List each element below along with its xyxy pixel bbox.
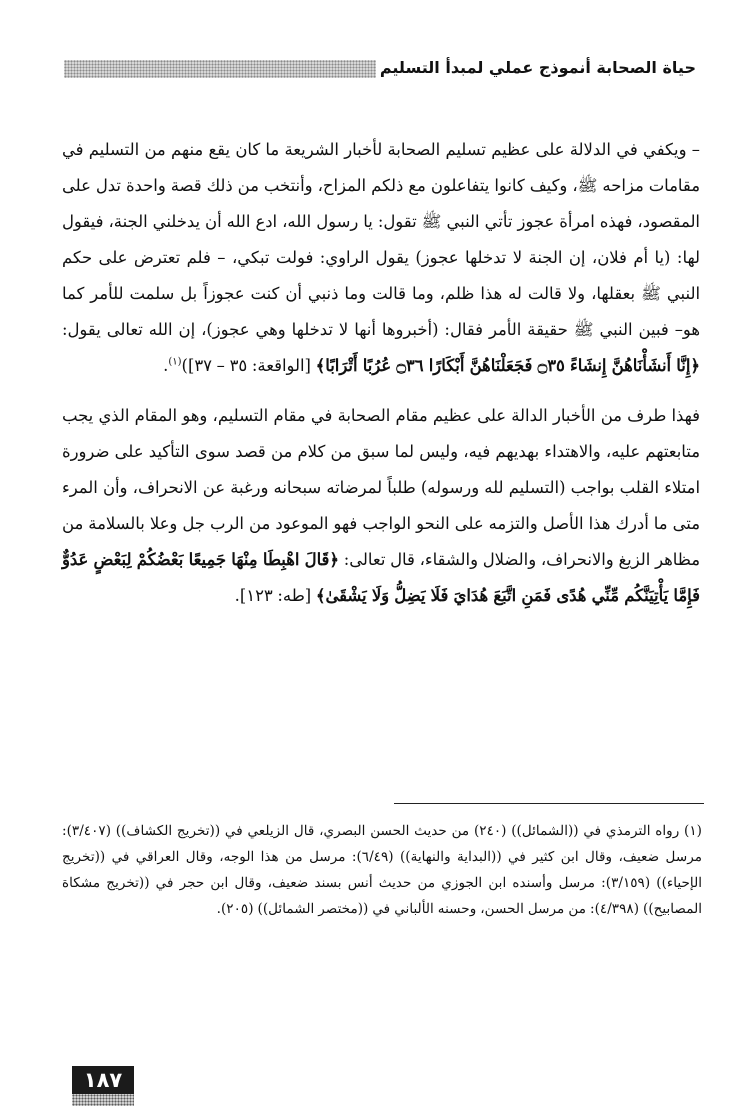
paragraph-1-text: – ويكفي في الدلالة على عظيم تسليم الصحابة لأخبار الشريعة ما كان يقع منهم من التسليم في مقامات مزاحه ﷺ، وكيف كانوا يتفاعلون مع ذلكم المزاح، وأنتخب من ذلك قصة واحدة تدل على المقصود، فهذه امرأة عجوز تأتي النبي ﷺ تقول: يا رسول الله، ادع الله أن يدخلني الجنة، فيقول لها: (يا أم فلان، إن الجنة لا تدخلها عجوز) يقول الراوي: فولت تبكي، – فلم تعترض على حكم النبي ﷺ بعقلها، ولا قالت له هذا ظلم، وما قالت وما ذنبي أن كنت عجوزاً بل سلمت للأمر كما هو– فبين النبي ﷺ حقيقة الأمر فقال: (أخبروها أنها لا تدخلها وهي عجوز)، إن الله تعالى يقول: <box>62 140 700 339</box>
page-number: ١٨٧ <box>72 1066 134 1094</box>
chapter-title: حياة الصحابة أنموذج عملي لمبدأ التسليم <box>379 58 696 77</box>
footnote-separator <box>394 803 704 804</box>
header-dotted-band <box>64 60 376 78</box>
paragraph-1-end: . <box>163 356 169 375</box>
page-number-block <box>72 1066 134 1106</box>
verse-reference-1: [الواقعة: ٣٥ – ٣٧]) <box>181 356 311 375</box>
paragraph-2 <box>62 398 700 614</box>
page-number-dotted-band <box>72 1094 134 1106</box>
quran-verse-1: ﴿إِنَّا أَنشَأْنَاهُنَّ إِنشَاءً ۝٣٥ فَجَعَلْنَاهُنَّ أَبْكَارًا ۝٣٦ عُرُبًا أَتْرَابًا﴾ <box>315 356 700 375</box>
running-header <box>64 56 696 84</box>
footnote-1: (١) رواه الترمذي في ((الشمائل)) (٢٤٠) من حديث الحسن البصري، قال الزيلعي في ((تخريج الكشاف)) (٣/٤٠٧): مرسل ضعيف، وقال ابن كثير في ((البداية والنهاية)) (٦/٤٩): مرسل من هذا الوجه، وقال العراقي في ((تخريج الإحياء)) (٣/١٥٩): مرسل وأسنده ابن الجوزي من حديث أنس بسند ضعيف، وقال ابن حجر في ((تخريج مشكاة المصابيح)) (٤/٣٩٨): من مرسل الحسن، وحسنه الألباني في ((مختصر الشمائل)) (٢٠٥). <box>62 823 702 917</box>
paragraph-1 <box>62 132 700 384</box>
footnotes <box>62 818 702 922</box>
main-text <box>62 132 700 614</box>
footnote-reference[interactable]: (١) <box>168 356 182 368</box>
paragraph-2-text: فهذا طرف من الأخبار الدالة على عظيم مقام الصحابة في مقام التسليم، وهو المقام الذي يجب متابعتهم عليه، والاهتداء بهديهم فيه، وليس لما سبق من كلام من قصد سوى التأكيد على ضرورة امتلاء القلب بواجب (التسليم لله ورسوله) طلباً لمرضاته سبحانه ورغبة عن الانحراف، وأن المرء متى ما أدرك هذا الأصل والتزمه على النحو الواجب فهو الموعود من الرب جل وعلا بالسلامة من مظاهر الزيغ والانحراف، والضلال والشقاء، قال تعالى: <box>62 406 700 569</box>
quran-verse-2: ﴿قَالَ اهْبِطَا مِنْهَا جَمِيعًا بَعْضُكُمْ لِبَعْضٍ عَدُوٌّ فَإِمَّا يَأْتِيَنَّكُم مِّنِّي هُدًى فَمَنِ اتَّبَعَ هُدَايَ فَلَا يَضِلُّ وَلَا يَشْقَىٰ﴾ <box>62 550 700 605</box>
verse-reference-2: [طه: ١٢٣]. <box>234 586 312 605</box>
